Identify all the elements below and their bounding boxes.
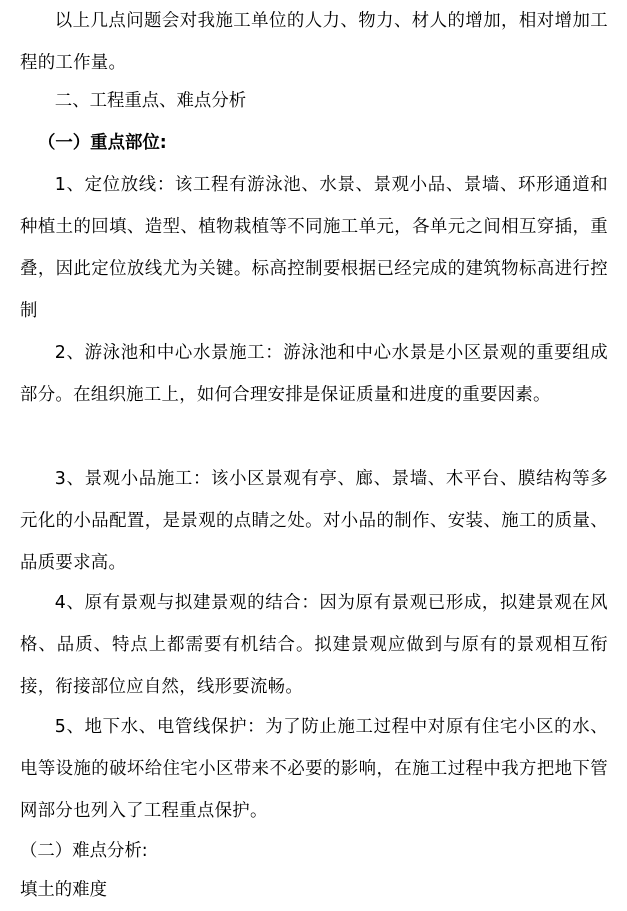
list-item-positioning: 1、定位放线：该工程有游泳池、水景、景观小品、景墙、环形通道和种植土的回填、造型、植物栽植等不同施工单元，各单元之间相互穿插，重叠，因此定位放线尤为关键。标高控制要根据已经完成的建筑物标高进行控制 xyxy=(20,175,608,321)
subsection-key-parts-heading: （一）重点部位: xyxy=(38,133,167,153)
subsection-difficulty-heading: （二）难点分析: xyxy=(20,841,148,861)
intro-paragraph: 以上几点问题会对我施工单位的人力、物力、材人的增加，相对增加工程的工作量。 xyxy=(20,11,608,73)
list-item-pipeline-protection: 5、地下水、电管线保护：为了防止施工过程中对原有住宅小区的水、电等设施的破坏给住宅小区带来不必要的影响，在施工过程中我方把地下管网部分也列入了工程重点保护。 xyxy=(20,717,608,821)
list-item-landscape-features: 3、景观小品施工：该小区景观有亭、廊、景墙、木平台、膜结构等多元化的小品配置，是景观的点睛之处。对小品的制作、安装、施工的质量、品质要求高。 xyxy=(20,469,608,573)
last-line: 填土的难度 xyxy=(20,880,107,900)
section-heading: 二、工程重点、难点分析 xyxy=(54,91,247,111)
list-item-pool-waterscape: 2、游泳池和中心水景施工：游泳池和中心水景是小区景观的重要组成部分。在组织施工上，如何合理安排是保证质量和进度的重要因素。 xyxy=(20,343,608,405)
list-item-landscape-integration: 4、原有景观与拟建景观的结合：因为原有景观已形成，拟建景观在风格、品质、特点上都需要有机结合。拟建景观应做到与原有的景观相互衔接，衔接部位应自然，线形要流畅。 xyxy=(20,593,608,697)
